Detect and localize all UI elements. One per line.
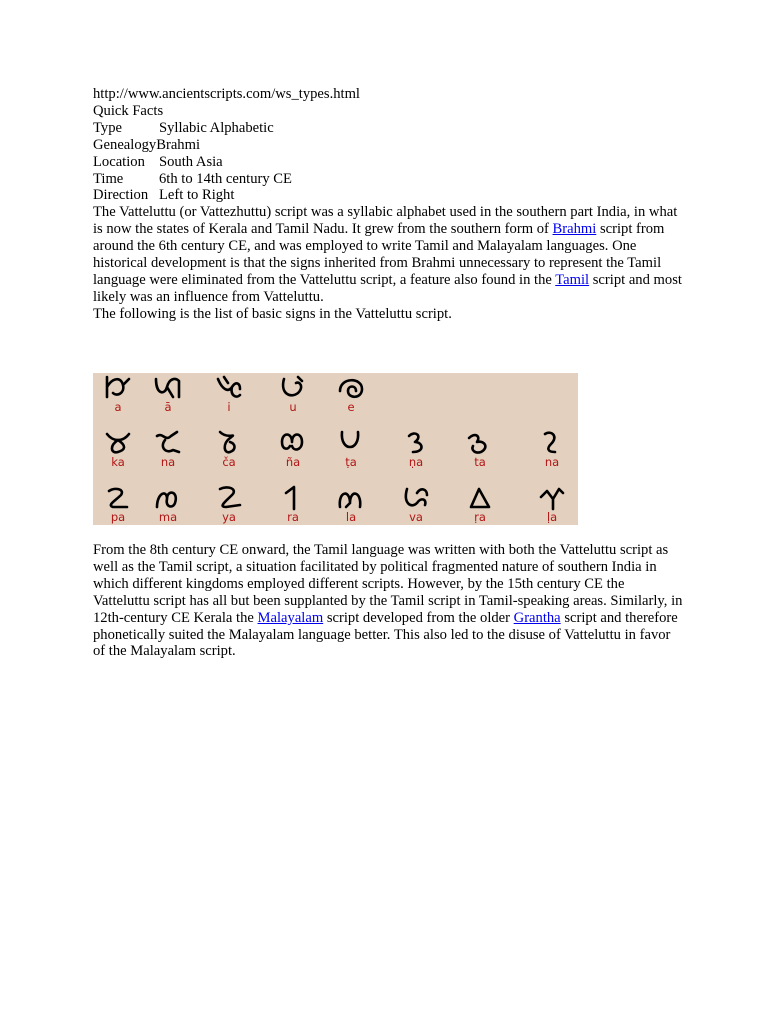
signs-row	[93, 483, 578, 533]
brahmi-link[interactable]: Brahmi	[552, 221, 597, 238]
sign-transliteration: u	[289, 400, 297, 414]
sign-transliteration: ya	[222, 510, 236, 524]
sign-transliteration: na	[544, 455, 560, 469]
signs-row	[93, 428, 578, 478]
sign-transliteration: ṭa	[345, 455, 357, 469]
sign-transliteration: pa	[110, 510, 126, 524]
sign-glyph-na	[532, 428, 572, 456]
sign-cell	[148, 373, 188, 414]
fact-row-direction	[93, 187, 683, 204]
sign-cell	[396, 428, 436, 469]
sign-glyph-la	[331, 483, 371, 511]
closing-text: From the 8th century CE onward, the Tamil language was written with both the Vatteluttu script as well as the Tamil script, a situation facilitated by political fragmented nature of southern India in which different kingdoms employed different scripts. However, by the 15th century CE the Vatteluttu script has all but been supplanted by the Tamil script in Tamil-speaking areas. Similarly, in 12th-century CE Kerala the	[93, 542, 683, 626]
quick-facts-heading: Quick Facts	[93, 102, 164, 119]
sign-glyph-nna	[396, 428, 436, 456]
sign-transliteration: la	[345, 510, 357, 524]
fact-key: Direction	[93, 187, 149, 204]
sign-transliteration: ča	[222, 455, 236, 469]
sign-transliteration: va	[409, 510, 423, 524]
sign-transliteration: i	[227, 400, 231, 414]
sign-glyph-vowel-a	[98, 373, 138, 401]
sign-transliteration: ḷa	[546, 510, 558, 524]
closing-paragraph	[93, 542, 683, 660]
sign-cell	[209, 428, 249, 469]
sign-glyph-ra	[273, 483, 313, 511]
sign-cell	[209, 373, 249, 414]
fact-row-type	[93, 120, 683, 137]
fact-value: Syllabic Alphabetic	[159, 119, 274, 136]
sign-cell	[396, 483, 436, 524]
sign-cell	[273, 373, 313, 414]
sign-glyph-ka	[98, 428, 138, 456]
facts-table	[93, 120, 683, 205]
sign-glyph-vowel-e	[331, 373, 371, 401]
sign-glyph-rra	[460, 483, 500, 511]
sign-transliteration: ta	[474, 455, 486, 469]
intro-paragraph	[93, 204, 683, 305]
fact-value: 6th to 14th century CE	[159, 170, 292, 187]
fact-key: Location	[93, 153, 145, 170]
source-url: http://www.ancientscripts.com/ws_types.html	[93, 86, 360, 102]
sign-cell	[273, 483, 313, 524]
sign-glyph-vowel-aa	[148, 373, 188, 401]
sign-cell	[331, 428, 371, 469]
sign-transliteration: e	[347, 400, 355, 414]
signs-list-intro: The following is the list of basic signs in the Vatteluttu script.	[93, 305, 452, 322]
tamil-link[interactable]: Tamil	[555, 271, 590, 288]
fact-value: South Asia	[159, 153, 223, 170]
sign-cell	[209, 483, 249, 524]
sign-glyph-ma	[148, 483, 188, 511]
sign-cell	[331, 373, 371, 414]
malayalam-link[interactable]: Malayalam	[257, 609, 324, 626]
fact-value: Brahmi	[156, 136, 200, 153]
fact-value: Left to Right	[159, 187, 235, 204]
fact-key: Type	[93, 119, 122, 136]
closing-text: script developed from the older	[323, 609, 514, 626]
sign-cell	[148, 483, 188, 524]
intro-text: The Vatteluttu (or Vattezhuttu) script was a syllabic alphabet used in the southern part India, in what is now the states of Kerala and Tamil Nadu. It grew from the southern form of	[93, 204, 678, 238]
sign-glyph-pa	[98, 483, 138, 511]
closing-text: script and therefore phonetically suited the Malayalam language better. This also led to the disuse of Vatteluttu in favor of the Malayalam script.	[93, 609, 678, 660]
sign-glyph-va	[396, 483, 436, 511]
sign-transliteration: ṛa	[474, 510, 486, 524]
fact-row-location	[93, 154, 683, 171]
sign-glyph-nga	[148, 428, 188, 456]
intro-text: script from around the 6th century CE, and was employed to write Tamil and Malayalam languages. One historical development is that the signs inherited from Brahmi unnecessary to represent the Tamil language were eliminated from the Vatteluttu script, a feature also found in the	[93, 221, 665, 288]
sign-transliteration: ṇa	[408, 455, 424, 469]
sign-transliteration: ra	[287, 510, 299, 524]
fact-key: Genealogy	[93, 136, 157, 153]
sign-glyph-lla	[532, 483, 572, 511]
sign-transliteration: ña	[285, 455, 301, 469]
intro-text: script and most likely was an influence from Vatteluttu.	[93, 271, 682, 305]
sign-cell	[460, 483, 500, 524]
sign-glyph-vowel-i	[209, 373, 249, 401]
sign-cell	[273, 428, 313, 469]
sign-transliteration: ā	[164, 400, 172, 414]
sign-cell	[148, 428, 188, 469]
sign-cell	[532, 483, 572, 524]
sign-cell	[98, 483, 138, 524]
fact-row-time	[93, 171, 683, 188]
sign-glyph-ta	[460, 428, 500, 456]
sign-cell	[331, 483, 371, 524]
signs-row	[93, 373, 578, 423]
fact-row-genealogy	[93, 137, 683, 154]
sign-glyph-vowel-u	[273, 373, 313, 401]
sign-cell	[98, 373, 138, 414]
document-body	[93, 86, 683, 323]
sign-transliteration: ma	[158, 510, 178, 524]
vatteluttu-signs-table	[93, 373, 578, 525]
sign-transliteration: ka	[111, 455, 125, 469]
sign-cell	[532, 428, 572, 469]
sign-glyph-nya	[273, 428, 313, 456]
sign-glyph-tta	[331, 428, 371, 456]
sign-glyph-ya	[209, 483, 249, 511]
sign-glyph-ca	[209, 428, 249, 456]
sign-cell	[460, 428, 500, 469]
grantha-link[interactable]: Grantha	[513, 609, 561, 626]
sign-cell	[98, 428, 138, 469]
sign-transliteration: a	[114, 400, 122, 414]
fact-key: Time	[93, 170, 124, 187]
closing-section	[93, 542, 683, 660]
sign-transliteration: na	[160, 455, 176, 469]
